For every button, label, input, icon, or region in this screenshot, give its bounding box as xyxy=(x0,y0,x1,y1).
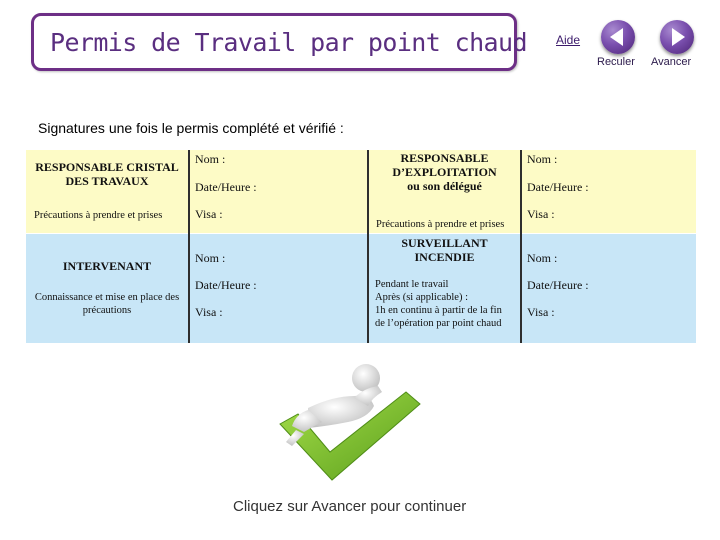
instruction-text: Signatures une fois le permis complété et vérifié : xyxy=(38,120,344,136)
next-button[interactable] xyxy=(660,20,694,54)
field-nom: Nom : xyxy=(527,152,558,166)
field-nom: Nom : xyxy=(195,152,226,166)
triangle-left-icon xyxy=(601,20,635,54)
role-note: Précautions à prendre et prises xyxy=(376,219,505,230)
back-button[interactable] xyxy=(601,20,635,54)
help-link[interactable]: Aide xyxy=(556,33,581,47)
role-note: Connaissance et mise en place des précautions xyxy=(34,292,180,316)
person-on-checkmark-illustration xyxy=(278,356,426,484)
field-visa: Visa : xyxy=(195,305,223,319)
field-date-heure: Date/Heure : xyxy=(527,278,589,292)
title-box xyxy=(31,13,527,71)
role-title-surveillant-incendie: SURVEILLANT INCENDIE xyxy=(401,236,488,264)
role-title-intervenant: INTERVENANT xyxy=(62,259,152,273)
field-nom: Nom : xyxy=(195,251,226,265)
field-visa: Visa : xyxy=(527,207,555,221)
back-button-label[interactable]: Reculer xyxy=(597,56,635,68)
column-divider xyxy=(188,150,190,343)
role-note: Pendant le travail Après (si applicable) : 1h en continu à partir de la fin de l’opération par point chaud xyxy=(375,279,502,329)
continue-instruction: Cliquez sur Avancer pour continuer xyxy=(233,498,467,515)
page-title: Permis de Travail par point chaud xyxy=(50,28,527,57)
role-note: Précautions à prendre et prises xyxy=(34,210,163,221)
field-date-heure: Date/Heure : xyxy=(195,180,257,194)
field-visa: Visa : xyxy=(195,207,223,221)
field-date-heure: Date/Heure : xyxy=(195,278,257,292)
field-date-heure: Date/Heure : xyxy=(527,180,589,194)
field-visa: Visa : xyxy=(527,305,555,319)
field-nom: Nom : xyxy=(527,251,558,265)
signature-table xyxy=(26,150,696,343)
role-title-responsable-travaux: RESPONSABLE CRISTAL DES TRAVAUX xyxy=(35,160,179,188)
role-title-responsable-exploitation: RESPONSABLE D’EXPLOITATION ou son délégué xyxy=(392,151,497,193)
table-row-2 xyxy=(26,234,696,343)
next-button-label[interactable]: Avancer xyxy=(651,56,692,68)
triangle-right-icon xyxy=(660,20,694,54)
